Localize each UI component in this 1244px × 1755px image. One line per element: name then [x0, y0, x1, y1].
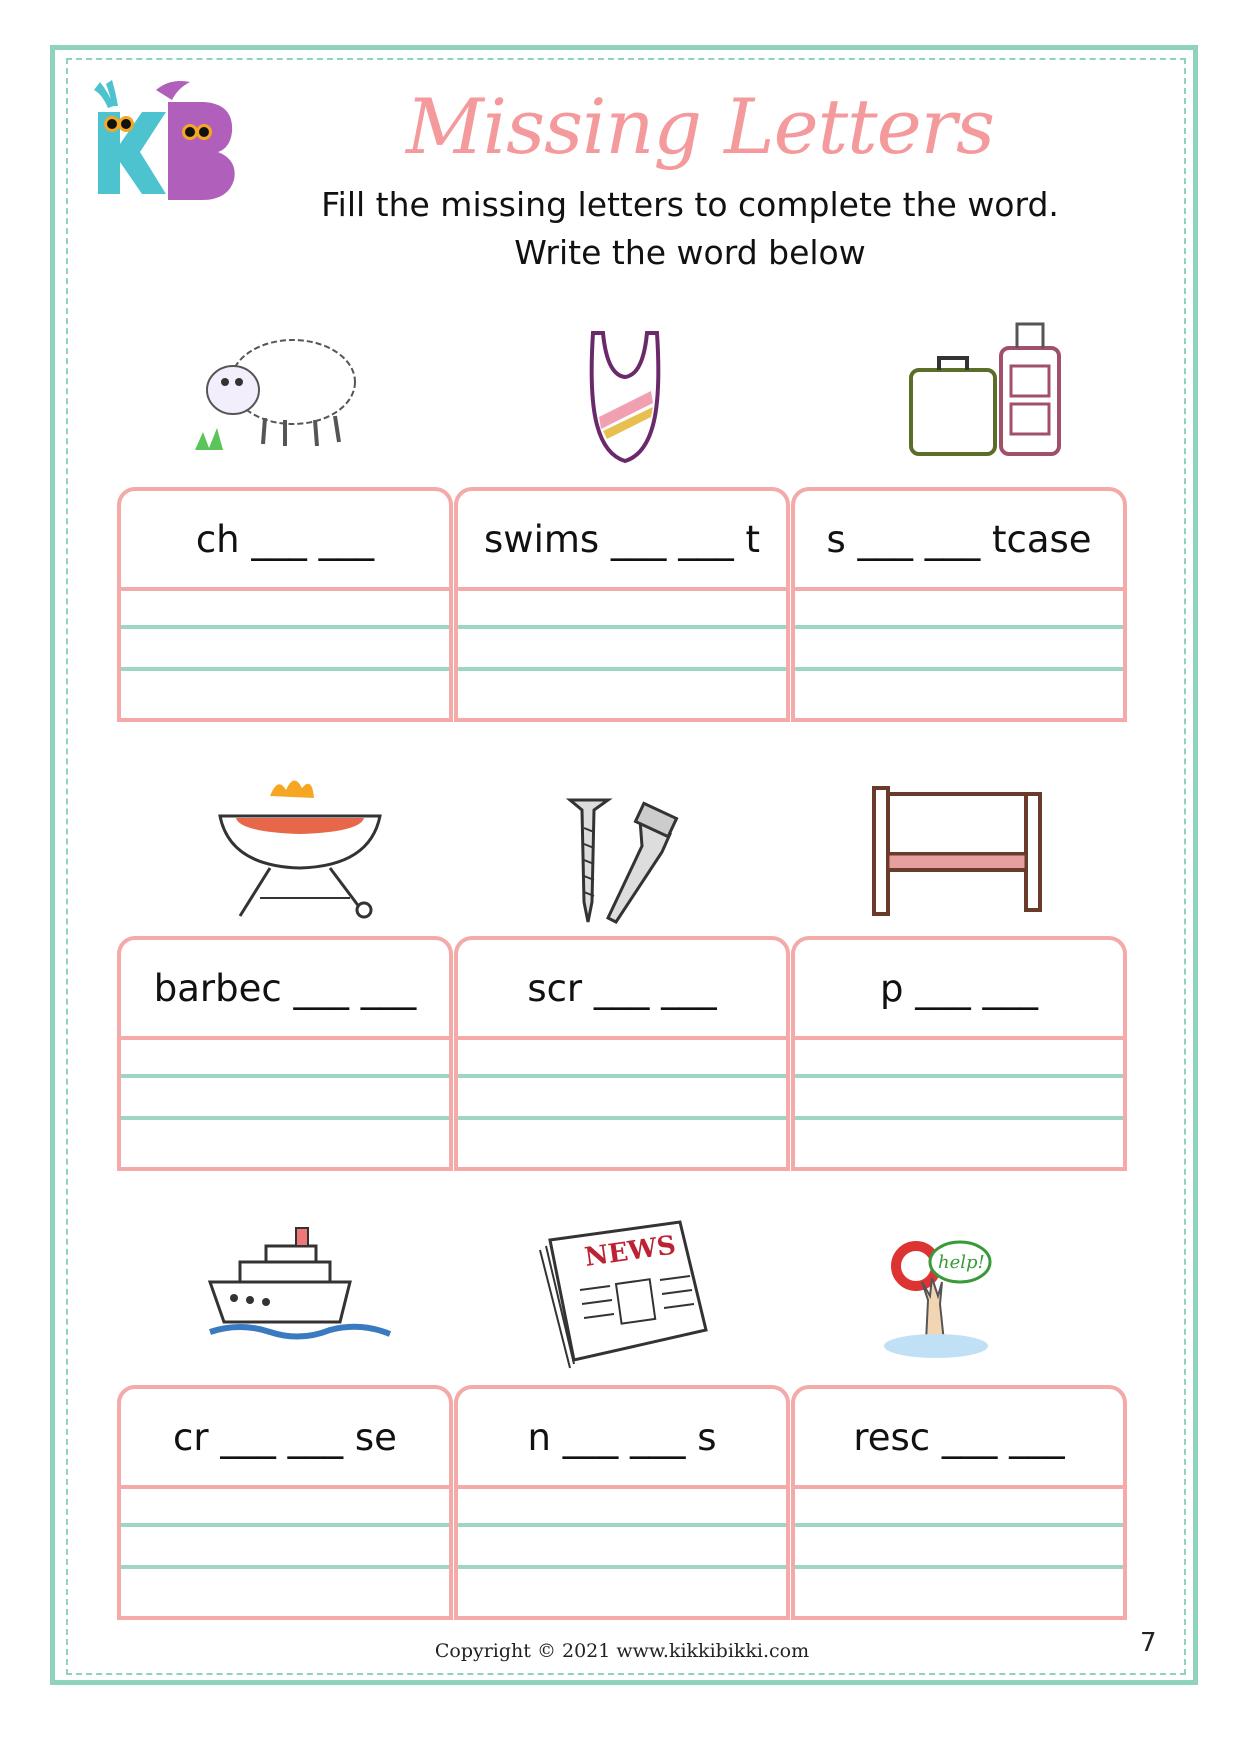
missing-word: s ___ ___ tcase [791, 487, 1127, 591]
word-cell [454, 487, 790, 722]
rescue-picture [860, 1222, 1060, 1372]
writing-area[interactable] [454, 1036, 790, 1171]
missing-word: ch ___ ___ [117, 487, 453, 591]
writing-area[interactable] [117, 1036, 453, 1171]
word-row-3 [117, 1385, 1127, 1620]
swimsuit-picture [525, 325, 725, 475]
word-row-2 [117, 936, 1127, 1171]
instruction-line-1: Fill the missing letters to complete the word. [321, 185, 1059, 224]
kb-logo [86, 72, 246, 222]
word-cell [454, 936, 790, 1171]
writing-area[interactable] [454, 587, 790, 722]
pew-picture [860, 780, 1060, 930]
missing-word: barbec ___ ___ [117, 936, 453, 1040]
page-number: 7 [1140, 1628, 1157, 1658]
word-cell [791, 936, 1127, 1171]
barbecue-picture [200, 776, 400, 926]
screws-picture [530, 792, 730, 942]
missing-word: resc ___ ___ [791, 1385, 1127, 1489]
writing-area[interactable] [454, 1485, 790, 1620]
missing-word: swims ___ ___ t [454, 487, 790, 591]
copyright-text: Copyright © 2021 www.kikkibikki.com [434, 1640, 810, 1662]
writing-area[interactable] [791, 1485, 1127, 1620]
missing-word: scr ___ ___ [454, 936, 790, 1040]
sheep-picture [175, 320, 375, 470]
missing-word: n ___ ___ s [454, 1385, 790, 1489]
word-cell [117, 487, 453, 722]
word-row-1 [117, 487, 1127, 722]
word-cell [454, 1385, 790, 1620]
suitcase-picture [905, 318, 1105, 468]
word-cell [117, 1385, 453, 1620]
writing-area[interactable] [791, 1036, 1127, 1171]
writing-area[interactable] [117, 1485, 453, 1620]
writing-area[interactable] [117, 587, 453, 722]
newspaper-picture [530, 1220, 730, 1370]
cruise-ship-picture [200, 1222, 400, 1372]
page-title: Missing Letters [405, 82, 995, 171]
writing-area[interactable] [791, 587, 1127, 722]
newspaper-headline: NEWS [582, 1230, 678, 1273]
word-cell [791, 1385, 1127, 1620]
instruction-line-2: Write the word below [514, 233, 866, 272]
missing-word: p ___ ___ [791, 936, 1127, 1040]
missing-word: cr ___ ___ se [117, 1385, 453, 1489]
word-cell [791, 487, 1127, 722]
word-cell [117, 936, 453, 1171]
rescue-speech-text: help! [938, 1252, 985, 1273]
